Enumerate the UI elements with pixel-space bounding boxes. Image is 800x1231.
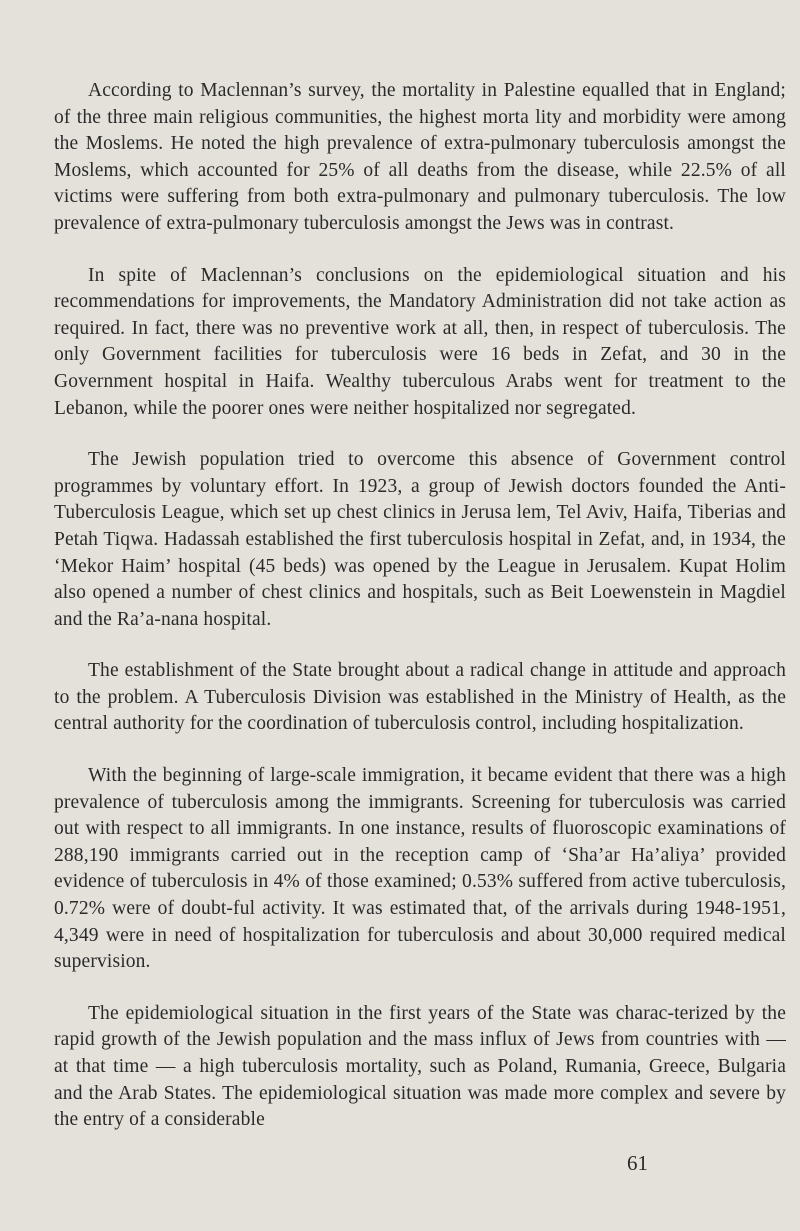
paragraph-mandatory-administration: In spite of Maclennan’s conclusions on the epidemiological situation and his recommendations for improvements, the Mandatory Administration did not take action as required. In fact, there was no preventive work at all, then, in respect of tuberculosis. The only Government facilities for tuberculosis were 16 beds in Zefat, and 30 in the Government hospital in Haifa. Wealthy tuberculous Arabs went for treatment to the Lebanon, while the poorer ones were neither hospitalized nor segregated.	[54, 264, 786, 419]
page-number: 61	[627, 1151, 648, 1175]
paragraph-immigration-screening: With the beginning of large-scale immigration, it became evident that there was a high prevalence of tuberculosis among the immigrants. Screening for tuberculosis was carried out with respect to all immigrants. In one instance, results of fluoroscopic examinations of 288,190 immigrants carried out in the reception camp of ‘Sha’ar Ha’aliya’ provided evidence of tuberculosis in 4% of those examined; 0.53% suffered from active tuberculosis, 0.72% were of doubt-ful activity. It was estimated that, of the arrivals during 1948-1951, 4,349 were in need of hospitalization for tuberculosis and about 30,000 required medical supervision.	[54, 765, 786, 973]
paragraph-state-establishment: The establishment of the State brought about a radical change in attitude and approach to the problem. A Tuberculosis Division was established in the Ministry of Health, as the central authority for the coordination of tuberculosis control, including hospitalization.	[54, 660, 786, 735]
paragraph-survey-findings: According to Maclennan’s survey, the mortality in Palestine equalled that in England; of the three main religious communities, the highest morta lity and morbidity were among the Moslems. He noted the high prevalence of extra-pulmonary tuberculosis amongst the Moslems, which accounted for 25% of all deaths from the disease, while 22.5% of all victims were suffering from both extra-pulmonary and pulmonary tuberculosis. The low prevalence of extra-pulmonary tuberculosis amongst the Jews was in contrast.	[54, 80, 786, 234]
paragraph-epidemiological-situation: The epidemiological situation in the first years of the State was charac-terized by the rapid growth of the Jewish population and the mass influx of Jews from countries with — at that time — a high tuberculosis mortality, such as Poland, Rumania, Greece, Bulgaria and the Arab States. The epidemiological situation was made more complex and severe by the entry of a considerable	[54, 1002, 786, 1131]
paragraph-voluntary-effort: The Jewish population tried to overcome this absence of Government control programmes by voluntary effort. In 1923, a group of Jewish doctors founded the Anti-Tuberculosis League, which set up chest clinics in Jerusa lem, Tel Aviv, Haifa, Tiberias and Petah Tiqwa. Hadassah established the first tuberculosis hospital in Zefat, and, in 1934, the ‘Mekor Haim’ hospital (45 beds) was opened by the League in Jerusalem. Kupat Holim also opened a number of chest clinics and hospitals, such as Beit Loewenstein in Magdiel and the Ra’a-nana hospital.	[54, 449, 786, 630]
